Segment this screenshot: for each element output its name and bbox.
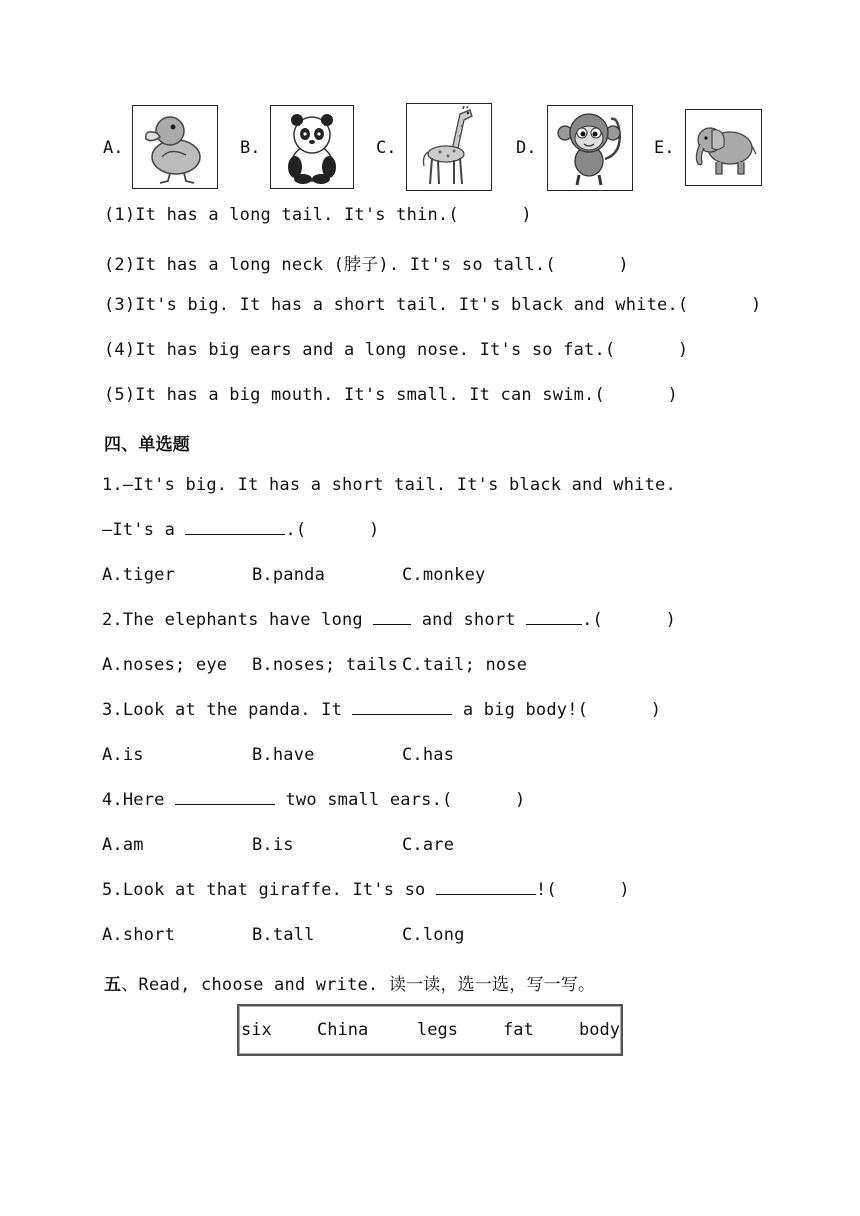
q5-option-c[interactable]: C.long [402,925,465,945]
duck-picture [132,105,218,189]
q3-text-a: 3.Look at the panda. It [102,700,353,720]
section-4-title: 四、单选题 [104,435,190,455]
q3-option-c[interactable]: C.has [402,745,455,765]
picture-a-label: A. [103,138,124,158]
word-bank-item: body [579,1020,620,1040]
q4-text-a: 4.Here [102,790,176,810]
section-5-title [104,970,595,995]
q2-option-c[interactable]: C.tail; nose [402,655,528,675]
picture-e-label: E. [654,138,675,158]
word-bank-item: six [241,1020,272,1040]
q3-option-b[interactable]: B.have [252,745,315,765]
picture-c-label: C. [376,138,397,158]
q4-option-c[interactable]: C.are [402,835,455,855]
match-item-4: (4)It has big ears and a long nose. It's so fat.( ) [104,340,689,360]
q2-blank-1[interactable] [373,610,411,625]
q2-text-b: and short [411,610,527,630]
q4-text-b: two small ears.( ) [275,790,526,810]
q1-option-a[interactable]: A.tiger [102,565,176,585]
question-1-line-1: 1.—It's big. It has a short tail. It's black and white. [102,475,676,495]
giraffe-icon [414,106,484,188]
match-item-3: (3)It's big. It has a short tail. It's black and white.( ) [104,295,762,315]
q1-text-b: .( ) [285,520,380,540]
q3-blank[interactable] [352,700,452,715]
question-1-line-2 [102,520,379,540]
word-bank [237,1004,623,1056]
q2-blank-2[interactable] [526,610,582,625]
duck-icon [140,109,210,185]
q2-option-b[interactable]: B.noses; tails [252,655,399,675]
question-5 [102,880,630,900]
picture-d-label: D. [516,138,537,158]
elephant-icon [690,118,758,178]
q4-option-b[interactable]: B.is [252,835,294,855]
section-5-number: 五 [104,975,122,995]
q5-text-b: !( ) [535,880,630,900]
word-bank-item: fat [503,1020,534,1040]
match-item-5: (5)It has a big mouth. It's small. It can swim.( ) [104,385,678,405]
q4-blank[interactable] [175,790,275,805]
giraffe-picture [406,103,492,191]
question-2 [102,610,676,630]
panda-picture [270,105,354,189]
section-5-title-text: 、Read, choose and write. 读一读，选一选，写一写。 [121,975,596,995]
picture-b-label: B. [240,138,261,158]
q3-text-b: a big body!( ) [452,700,662,720]
question-4 [102,790,525,810]
q5-option-a[interactable]: A.short [102,925,176,945]
panda-icon [277,109,347,185]
match-item-2: (2)It has a long neck (脖子). It's so tall.( ) [104,255,629,275]
question-3 [102,700,661,720]
q3-option-a[interactable]: A.is [102,745,144,765]
q1-text-a: —It's a [102,520,186,540]
q2-text-c: .( ) [582,610,677,630]
q1-blank[interactable] [185,520,285,535]
monkey-icon [553,109,627,187]
elephant-picture [685,109,762,186]
word-bank-item: China [317,1020,369,1040]
q5-option-b[interactable]: B.tall [252,925,315,945]
q1-option-b[interactable]: B.panda [252,565,326,585]
match-item-1: (1)It has a long tail. It's thin.( ) [104,205,532,225]
monkey-picture [547,105,633,191]
word-bank-item: legs [417,1020,458,1040]
q1-option-c[interactable]: C.monkey [402,565,486,585]
q5-text-a: 5.Look at that giraffe. It's so [102,880,436,900]
q2-text-a: 2.The elephants have long [102,610,374,630]
q4-option-a[interactable]: A.am [102,835,144,855]
q5-blank[interactable] [436,880,536,895]
q2-option-a[interactable]: A.noses; eye [102,655,228,675]
